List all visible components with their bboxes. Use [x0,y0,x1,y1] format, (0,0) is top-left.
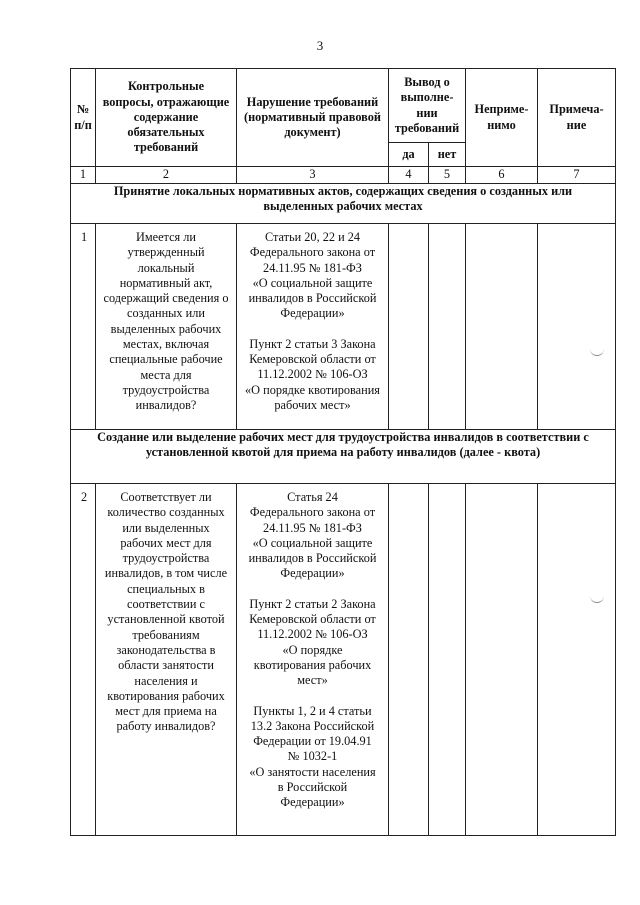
note-cell [538,224,616,430]
text-line: требований [394,120,460,135]
text-line: № 1032-1 [287,749,338,764]
text-line: Соответствует ли [120,490,212,504]
text-line: Контрольные [127,79,205,94]
header-number [71,69,96,167]
text-line: Федерального закона от [249,245,376,260]
note-cell [538,484,616,836]
text-line: специальные рабочие [109,352,223,367]
text-line: квотирования рабочих [253,657,372,672]
section-row [71,430,616,484]
text-line: 11.12.2002 № 106-ОЗ [257,627,368,642]
text-line: Кемеровской области от [249,612,376,627]
text-line: 11.12.2002 № 106-ОЗ [257,367,368,382]
text-line: Пункты 1, 2 и 4 статьи [253,703,372,718]
header-yes: да [389,143,429,167]
row-number: 2 [71,484,96,836]
checklist-table [70,68,616,836]
column-number: 5 [429,167,466,184]
text-line: документ) [284,125,341,140]
text-line: выделенных рабочих [110,321,222,336]
column-numbers-row [71,167,616,184]
header-violation [237,69,389,167]
text-line: «О занятости населения [249,764,376,779]
header-questions [96,69,237,167]
text-line: соответствии с [126,597,205,612]
text-line: вопросы, отражающие [102,94,230,109]
text-line: местах, включая [122,337,210,352]
text-line: обязательных [127,125,205,140]
column-number: 3 [237,167,389,184]
text-line: нимо [487,117,516,132]
text-line: установленной квотой для приема на работу инвалидов (далее - квота) [145,445,541,460]
table-row [71,224,616,430]
column-number: 4 [389,167,429,184]
text-line: нии [416,105,438,120]
text-line: Нарушение требований [246,94,379,109]
text-line: инвалидов в Российской [248,551,377,566]
text-line: Статья 24 [287,490,338,504]
text-line: содержащий сведения о [103,291,229,306]
violation-reference [237,224,389,430]
no-cell [429,484,466,836]
text-line: ние [566,117,587,132]
header-conclusion [389,69,466,143]
yes-cell [389,224,429,430]
text-line: установленной квотой [107,612,225,627]
text-line: законодательства в [116,642,216,657]
text-line: Пункт 2 статьи 2 Закона [249,596,376,611]
text-line: требований [133,140,199,155]
text-line: Имеется ли [135,230,196,244]
text-line: «О социальной защите [252,535,373,550]
text-line: Неприме- [474,102,529,117]
text-line: или выделенных [122,520,210,535]
text-line: области занятости [118,658,214,673]
text-line: рабочих мест для [120,535,212,550]
text-line: квотирования рабочих [107,688,225,703]
text-line: № [76,102,90,117]
section-row [71,184,616,224]
text-line: «О порядке квотирования [245,382,380,397]
column-number: 2 [96,167,237,184]
text-line: «О порядке [282,642,343,657]
table-row [71,484,616,836]
column-number: 1 [71,167,96,184]
text-line: в Российской [277,780,348,795]
control-question [96,224,237,430]
text-line: «О социальной защите [252,275,373,290]
column-number: 6 [466,167,538,184]
text-line: количество созданных [107,505,225,520]
text-line: (нормативный правовой [244,109,381,124]
row-number: 1 [71,224,96,430]
text-line: специальных в [127,581,205,596]
text-line: инвалидов, в том числе [104,566,228,581]
text-line: локальный [137,260,195,275]
text-line: Федерации» [280,795,345,810]
control-question [96,484,237,836]
not-applicable-cell [466,484,538,836]
no-cell [429,224,466,430]
text-line: утвержденный [127,245,205,260]
text-line: Вывод о [404,74,450,89]
text-line: Федерации» [280,306,345,321]
text-line: 24.11.95 № 181-ФЗ [263,260,362,275]
header-no: нет [429,143,466,167]
text-line: Создание или выделение рабочих мест для трудоустройства инвалидов в соответствии с [97,430,589,444]
text-line: содержание [133,109,199,124]
text-line: нормативный акт, [119,275,213,290]
header-row [71,69,616,143]
section-title [71,430,616,484]
page-number: 3 [316,38,324,53]
text-line: Статьи 20, 22 и 24 [264,230,361,244]
text-line: созданных или [127,306,205,321]
text-line: Федерации от 19.04.91 [253,734,372,749]
text-line: места для [140,367,192,382]
text-line: 24.11.95 № 181-ФЗ [263,520,362,535]
text-line: выделенных рабочих местах [263,199,423,214]
text-line: мест» [297,673,328,688]
text-line: трудоустройства [122,551,210,566]
text-line: населения и [134,673,198,688]
text-line: Пункт 2 статьи 3 Закона [249,336,376,351]
text-line: Федерации» [280,566,345,581]
section-title [71,184,616,224]
text-line: мест для приема на [115,704,217,719]
not-applicable-cell [466,224,538,430]
text-line: п/п [74,117,92,132]
text-line: Принятие локальных нормативных актов, содержащих сведения о созданных или [113,184,573,198]
violation-reference [237,484,389,836]
header-note [538,69,616,167]
text-line: выполне- [400,90,454,105]
text-line: Кемеровской области от [249,352,376,367]
column-number: 7 [538,167,616,184]
text-line: работу инвалидов? [116,719,216,734]
text-line: требованиям [132,627,200,642]
text-line: Примеча- [549,102,604,117]
yes-cell [389,484,429,836]
text-line: инвалидов в Российской [248,291,377,306]
text-line: Федерального закона от [249,505,376,520]
header-not-applicable [466,69,538,167]
text-line: рабочих мест» [274,397,351,412]
text-line: 13.2 Закона Российской [250,718,375,733]
text-line: инвалидов? [135,398,197,413]
text-line: трудоустройства [122,382,210,397]
